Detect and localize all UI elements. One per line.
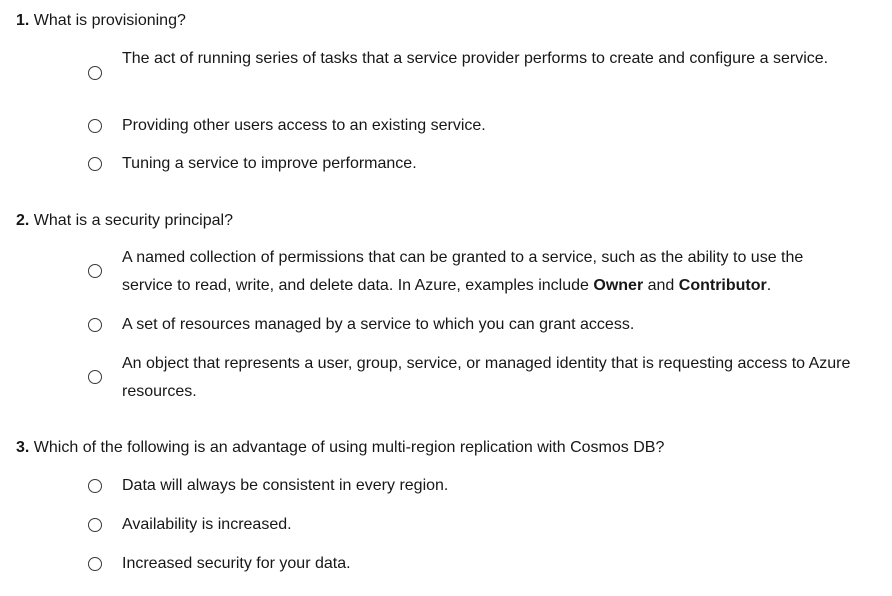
option-label: Providing other users access to an existing service. bbox=[122, 117, 486, 134]
option-label bbox=[122, 244, 852, 300]
radio-button[interactable] bbox=[88, 479, 102, 493]
option-label: Data will always be consistent in every region. bbox=[122, 477, 449, 494]
question-prompt: What is a security principal? bbox=[33, 212, 233, 229]
question-3 bbox=[16, 438, 664, 458]
radio-button[interactable] bbox=[88, 157, 102, 171]
option-label: A set of resources managed by a service to which you can grant access. bbox=[122, 316, 635, 333]
option-text: and bbox=[643, 277, 679, 294]
option-text: A named collection of permissions that can be granted to a service, such as the ability to use the service to read, write, and delete data. In Azure, examples include bbox=[122, 249, 804, 294]
option-text: . bbox=[766, 277, 772, 294]
radio-button[interactable] bbox=[88, 557, 102, 571]
radio-button[interactable] bbox=[88, 66, 102, 80]
question-prompt: What is provisioning? bbox=[33, 12, 186, 29]
option-label: Availability is increased. bbox=[122, 516, 292, 533]
question-2 bbox=[16, 211, 233, 231]
radio-button[interactable] bbox=[88, 370, 102, 384]
option-label: Tuning a service to improve performance. bbox=[122, 155, 417, 172]
option-label: The act of running series of tasks that a service provider performs to create and configure a service. bbox=[122, 50, 829, 67]
question-number: 3. bbox=[16, 439, 30, 456]
question-number: 2. bbox=[16, 212, 30, 229]
question-prompt: Which of the following is an advantage of using multi-region replication with Cosmos DB? bbox=[33, 439, 665, 456]
question-1 bbox=[16, 11, 186, 31]
radio-button[interactable] bbox=[88, 264, 102, 278]
option-bold-term: Owner bbox=[593, 277, 644, 294]
option-label: An object that represents a user, group, service, or managed identity that is requesting access to Azure resources. bbox=[122, 355, 851, 400]
option-label: Increased security for your data. bbox=[122, 555, 351, 572]
radio-button[interactable] bbox=[88, 318, 102, 332]
option-bold-term: Contributor bbox=[678, 277, 767, 294]
radio-button[interactable] bbox=[88, 518, 102, 532]
radio-button[interactable] bbox=[88, 119, 102, 133]
question-number: 1. bbox=[16, 12, 30, 29]
